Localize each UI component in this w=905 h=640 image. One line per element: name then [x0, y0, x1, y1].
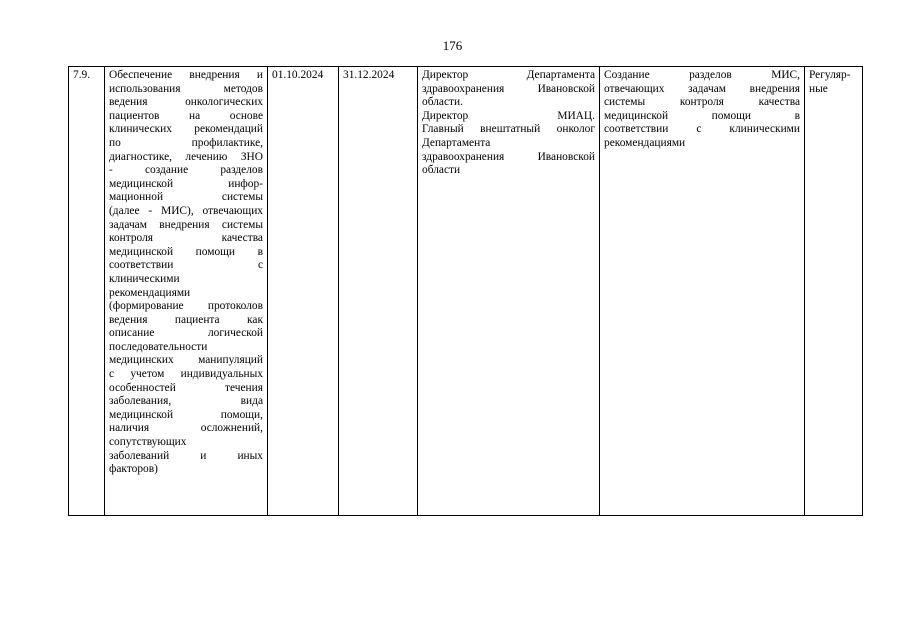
task-line: использования методов — [109, 82, 263, 95]
task-line: по профилактике, — [109, 136, 263, 149]
responsible-line: Директор Департамента — [422, 69, 595, 81]
task-line: медицинской помощи в — [109, 245, 263, 258]
result-cell — [600, 67, 805, 516]
task-line: рекомендациями — [109, 286, 191, 299]
start-date: 01.10.2024 — [272, 69, 324, 81]
table-row — [69, 67, 863, 516]
task-line: описание логической — [109, 327, 263, 340]
task-line: контроля качества — [109, 232, 263, 245]
task-line: медицинской инфор- — [109, 177, 263, 190]
responsible-line: Директор МИАЦ. — [422, 109, 595, 122]
result-line: медицинской помощи в — [604, 109, 800, 122]
periodicity-cell — [805, 67, 863, 516]
task-line: последовательности — [109, 340, 208, 353]
responsible-line: здравоохранения Ивановской — [422, 82, 595, 95]
task-line: задачам внедрения системы — [109, 218, 263, 231]
task-line: диагностике, лечению ЗНО — [109, 150, 263, 163]
task-line: ведения пациента как — [109, 313, 263, 326]
task-line: мационной системы — [109, 191, 263, 204]
responsible-line: области. — [422, 96, 463, 109]
periodicity-line: ные — [809, 82, 828, 95]
responsible-line: Главный внештатный онколог — [422, 123, 595, 136]
result-line: рекомендациями — [604, 136, 686, 149]
task-line: ведения онкологических — [109, 96, 263, 109]
task-line: пациентов на основе — [109, 109, 263, 122]
task-line: заболевания, вида — [109, 395, 263, 408]
periodicity — [809, 69, 858, 96]
task-line: клинических рекомендаций — [109, 123, 263, 136]
task-line: - создание разделов — [109, 164, 263, 177]
task-line: с учетом индивидуальных — [109, 368, 263, 381]
task-line: наличия осложнений, — [109, 422, 263, 435]
responsible-persons — [422, 69, 595, 178]
task-line: Обеспечение внедрения и — [109, 69, 263, 81]
task-line: (формирование протоколов — [109, 300, 263, 313]
result-line: соответствии с клиническими — [604, 123, 800, 136]
responsible-line: здравоохранения Ивановской — [422, 150, 595, 163]
task-line: медицинских манипуляций — [109, 354, 263, 367]
task-line: соответствии с — [109, 259, 263, 272]
result-line: системы контроля качества — [604, 96, 800, 109]
periodicity-line: Регуляр- — [809, 69, 851, 81]
task-description-cell — [105, 67, 268, 516]
responsible-line: Департамента — [422, 136, 491, 149]
result-line: отвечающих задачам внедрения — [604, 82, 800, 95]
end-date: 31.12.2024 — [343, 69, 395, 81]
measures-table — [68, 66, 863, 516]
task-line: медицинской помощи, — [109, 408, 263, 421]
responsible-cell — [418, 67, 600, 516]
task-line: факторов) — [109, 463, 158, 476]
end-date-cell — [339, 67, 418, 516]
task-line: особенностей течения — [109, 381, 263, 394]
task-line: клиническими — [109, 272, 180, 285]
start-date-cell — [268, 67, 339, 516]
row-number: 7.9. — [73, 69, 91, 81]
responsible-line: области — [422, 164, 461, 177]
task-line: (далее - МИС), отвечающих — [109, 204, 263, 217]
expected-result — [604, 69, 800, 151]
task-line: заболеваний и иных — [109, 449, 263, 462]
task-description — [109, 69, 263, 477]
page-number: 176 — [442, 38, 463, 53]
row-number-cell — [69, 67, 105, 516]
task-line: сопутствующих — [109, 436, 187, 449]
result-line: Создание разделов МИС, — [604, 69, 800, 81]
